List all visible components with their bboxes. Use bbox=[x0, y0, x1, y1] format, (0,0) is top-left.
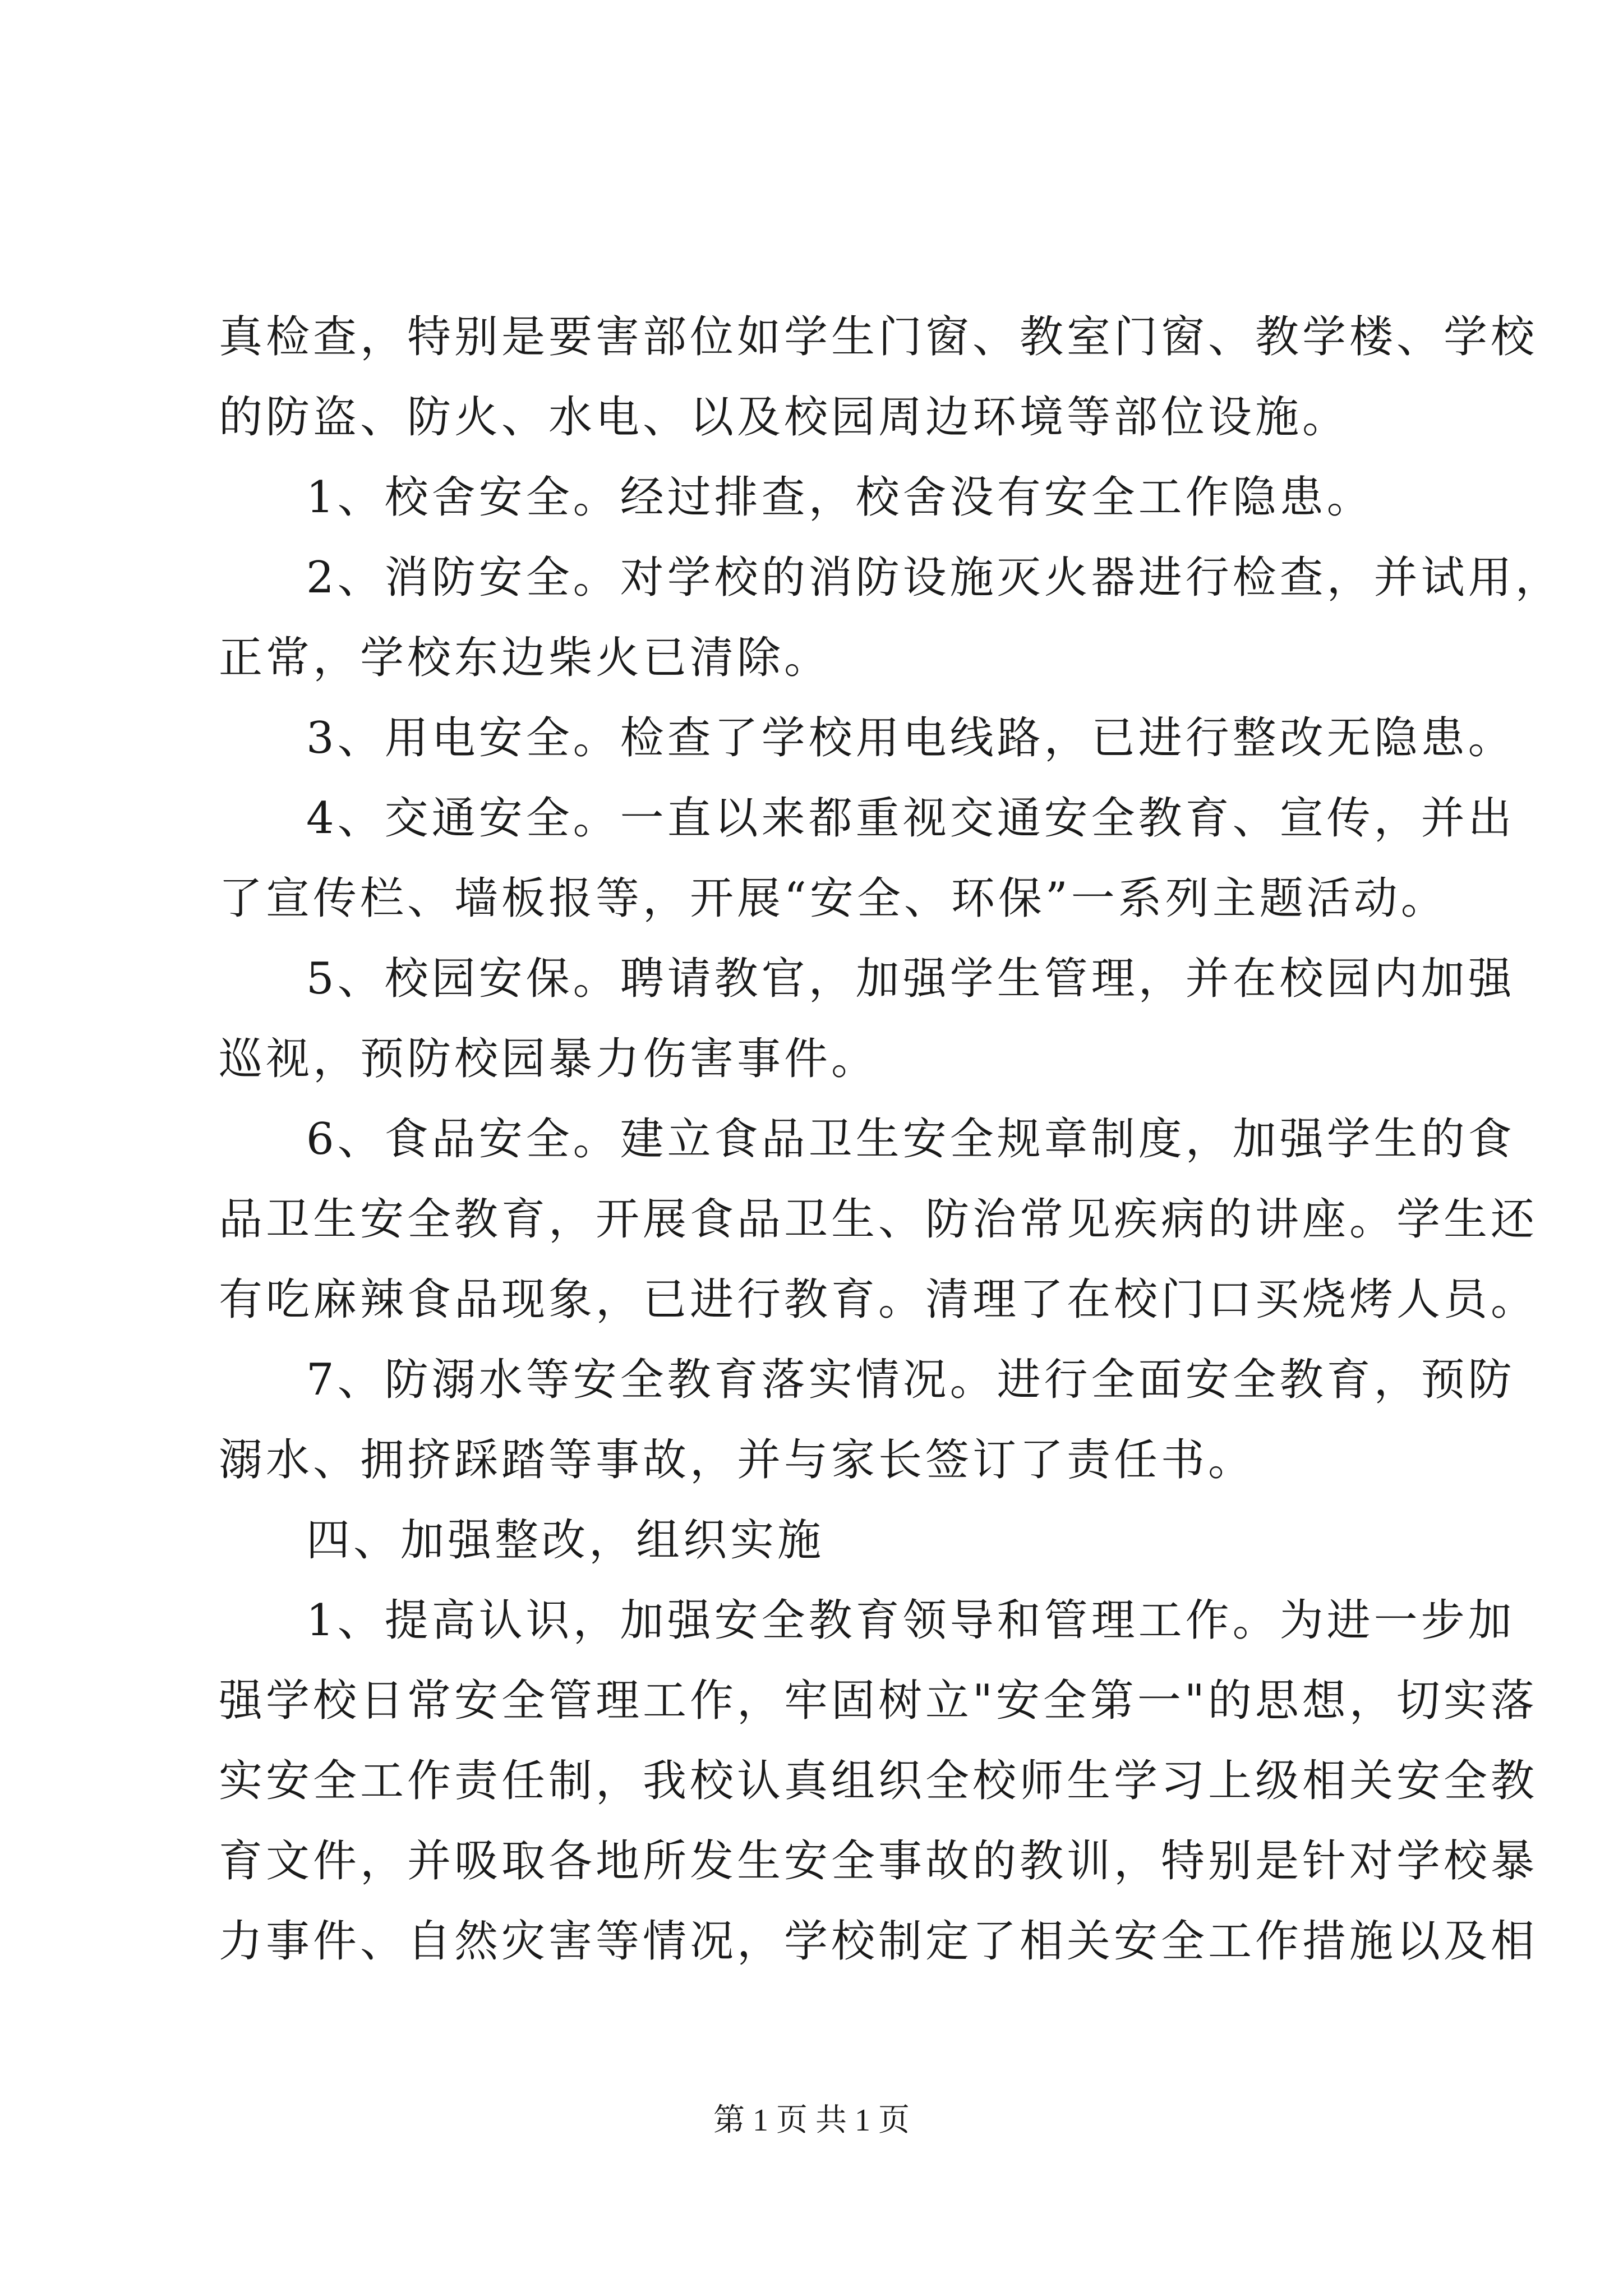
text-line: 力事件、自然灾害等情况，学校制定了相关安全工作措施以及相 bbox=[219, 1916, 1538, 1967]
text-line: 6、食品安全。建立食品卫生安全规章制度，加强学生的食 bbox=[306, 1114, 1515, 1165]
text-line: 1、校舍安全。经过排查，校舍没有安全工作隐患。 bbox=[306, 472, 1374, 523]
text-line: 1、提高认识，加强安全教育领导和管理工作。为进一步加 bbox=[306, 1595, 1515, 1646]
text-line: 育文件，并吸取各地所发生安全事故的教训，特别是针对学校暴 bbox=[219, 1836, 1538, 1887]
document-body bbox=[219, 297, 1562, 1982]
text-line: 4、交通安全。一直以来都重视交通安全教育、宣传，并出 bbox=[306, 793, 1515, 844]
text-line: 正常，学校东边柴火已清除。 bbox=[219, 633, 832, 683]
text-line: 的防盗、防火、水电、以及校园周边环境等部位设施。 bbox=[219, 392, 1350, 443]
text-line: 5、校园安保。聘请教官，加强学生管理，并在校园内加强 bbox=[306, 954, 1515, 1004]
text-line: 溺水、拥挤踩踏等事故，并与家长签订了责任书。 bbox=[219, 1435, 1256, 1485]
text-line: 有吃麻辣食品现象，已进行教育。清理了在校门口买烧烤人员。 bbox=[219, 1274, 1538, 1325]
text-line: 强学校日常安全管理工作，牢固树立"安全第一"的思想，切实落 bbox=[219, 1676, 1538, 1726]
text-line: 2、消防安全。对学校的消防设施灭火器进行检查，并试用， bbox=[306, 553, 1562, 603]
text-line: 了宣传栏、墙板报等，开展“安全、环保”一系列主题活动。 bbox=[219, 873, 1448, 924]
text-line: 真检查，特别是要害部位如学生门窗、教室门窗、教学楼、学校 bbox=[219, 312, 1538, 362]
text-line: 实安全工作责任制，我校认真组织全校师生学习上级相关安全教 bbox=[219, 1756, 1538, 1806]
page-number-footer: 第 1 页 共 1 页 bbox=[713, 2103, 910, 2138]
text-line: 7、防溺水等安全教育落实情况。进行全面安全教育，预防 bbox=[306, 1355, 1515, 1405]
text-line: 巡视，预防校园暴力伤害事件。 bbox=[219, 1034, 879, 1084]
section-heading: 四、加强整改，组织实施 bbox=[306, 1515, 825, 1566]
text-line: 3、用电安全。检查了学校用电线路，已进行整改无隐患。 bbox=[306, 713, 1515, 763]
text-line: 品卫生安全教育，开展食品卫生、防治常见疾病的讲座。学生还 bbox=[219, 1194, 1538, 1245]
